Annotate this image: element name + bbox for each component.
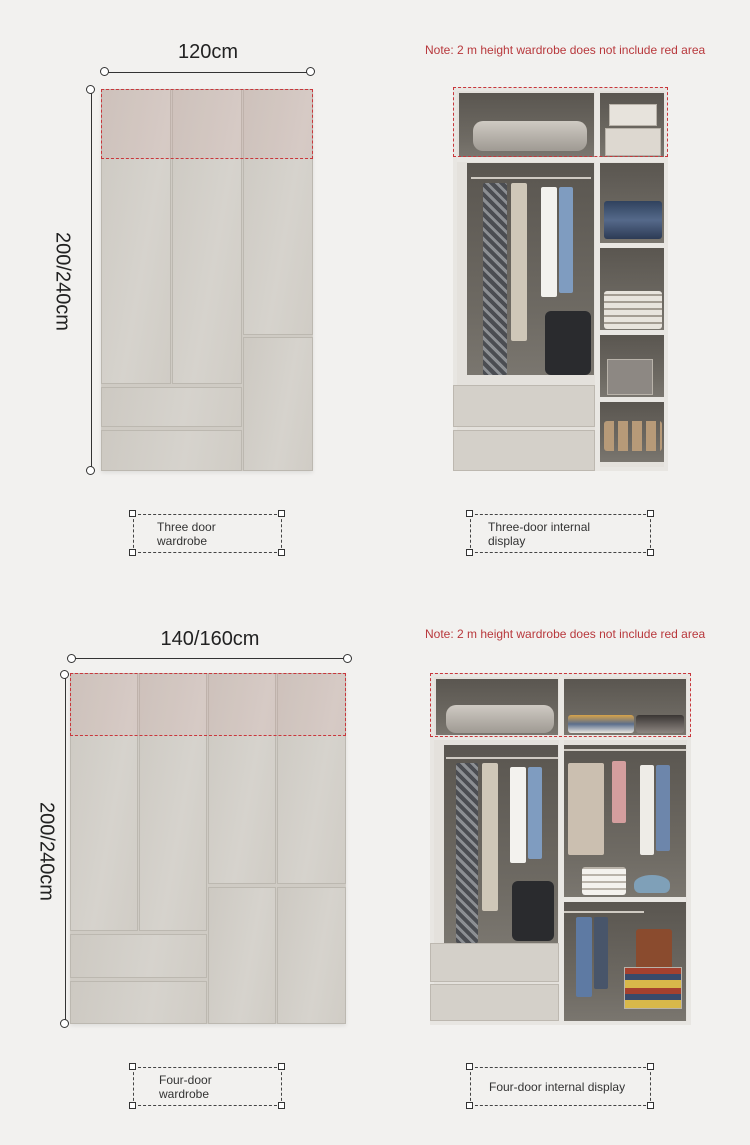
caption-corner [466,1102,473,1109]
backpack [512,881,554,941]
width-dimension-line [72,658,348,659]
caption-corner [278,1063,285,1070]
backpack [545,311,591,375]
exterior-caption: Three door wardrobe [157,519,216,548]
hanging-shirt [640,765,654,855]
hanging-dress [483,183,507,375]
caption-corner [466,549,473,556]
caption-corner [647,1063,654,1070]
drawer-front [453,430,595,471]
door-panel [277,887,346,1024]
hanging-shirt [510,767,526,863]
width-label: 140/160cm [160,628,260,650]
storage-basket [607,359,653,395]
caption-corner [466,510,473,517]
caption-corner [129,549,136,556]
height-label: 200/240cm [35,802,58,901]
hanging-rod [564,749,686,751]
caption-corner [466,1063,473,1070]
shelf [457,157,664,162]
height-dimension-endpoint [86,466,95,475]
drawer-front [70,981,207,1024]
door-panel [243,337,313,471]
width-dimension-endpoint [343,654,352,663]
height-note: Note: 2 m height wardrobe does not include red area [425,627,706,641]
caption-corner [278,549,285,556]
interior-caption-box [470,1067,651,1106]
height-dimension-endpoint [86,85,95,94]
hat [634,875,670,893]
hanging-rod [564,911,644,913]
folded-shirts [582,867,626,895]
width-label: 120cm [177,41,239,63]
hanging-jeans [576,917,592,997]
interior-caption: Three-door internal display [488,519,591,548]
excluded-height-area [101,89,313,159]
caption-corner [278,510,285,517]
folded-shirts [604,291,662,329]
hanging-shirt [656,765,670,851]
excluded-height-area [70,673,346,736]
hanging-dress [456,763,478,943]
shoes [604,421,662,451]
hanging-jeans [594,917,608,989]
hanging-shirt [541,187,557,297]
excluded-height-area [453,87,668,157]
height-dimension-line [91,89,92,471]
width-dimension-endpoint [67,654,76,663]
exterior-caption: Four-door wardrobe [159,1072,212,1101]
interior-caption-box [470,514,651,553]
drawer-front [430,984,559,1021]
caption-corner [129,1063,136,1070]
hanging-rod [446,757,558,759]
height-label: 200/240cm [51,232,74,331]
hanging-shirt [528,767,542,859]
caption-corner [647,510,654,517]
interior-caption: Four-door internal display [489,1079,626,1094]
drawer-front [101,387,242,427]
folded-jeans [604,201,662,239]
hanging-shirt [559,187,573,293]
drawer-front [453,385,595,427]
drawer-front [70,934,207,978]
caption-corner [129,510,136,517]
door-panel [208,887,276,1024]
hanging-dress [511,183,527,341]
height-dimension-endpoint [60,1019,69,1028]
height-dimension-endpoint [60,670,69,679]
height-dimension-line [65,674,66,1024]
width-dimension-line [105,72,311,73]
hanging-scarf [612,761,626,823]
height-note: Note: 2 m height wardrobe does not include red area [425,43,706,57]
caption-corner [129,1102,136,1109]
hanging-dress [482,763,498,911]
caption-corner [278,1102,285,1109]
caption-corner [647,1102,654,1109]
exterior-caption-box [133,514,282,553]
hanging-rod [471,177,591,179]
width-dimension-endpoint [100,67,109,76]
drawer-front [101,430,242,471]
drawer-front [430,943,559,982]
hanging-coat [568,763,604,855]
stacked-boxes [624,967,682,1009]
caption-corner [647,549,654,556]
width-dimension-endpoint [306,67,315,76]
exterior-caption-box [133,1067,282,1106]
excluded-height-area [430,673,691,737]
